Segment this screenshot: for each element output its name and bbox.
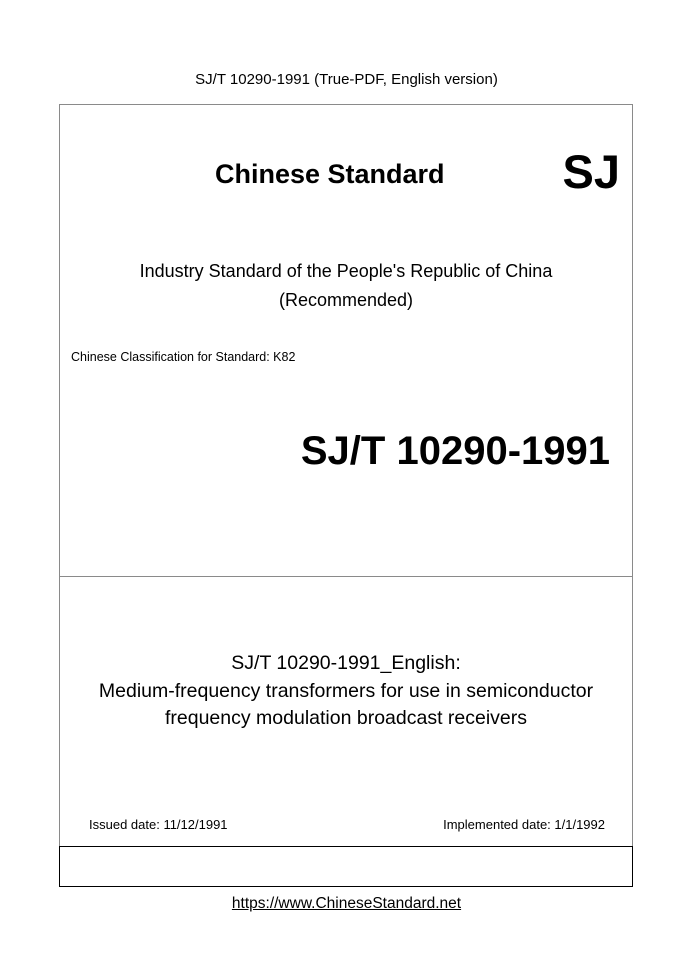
standard-number: SJ/T 10290-1991 [300,429,610,473]
standard-title: Chinese Standard [215,159,445,189]
website-link[interactable]: https://www.ChineseStandard.net [231,895,462,912]
industry-standard-line: Industry Standard of the People's Republic of China [139,261,553,281]
sj-logo: SJ [562,145,620,198]
cover-top-section [60,105,632,577]
page-header-title: SJ/T 10290-1991 (True-PDF, English version) [195,71,498,88]
cover-frame [59,104,633,887]
classification-text: Chinese Classification for Standard: K82 [71,350,296,364]
document-title-line-2: frequency modulation broadcast receivers [164,707,528,729]
issued-date: Issued date: 11/12/1991 [89,817,228,832]
document-title-line-1: Medium-frequency transformers for use in semiconductor [98,680,594,702]
implemented-date: Implemented date: 1/1/1992 [443,817,605,832]
bottom-empty-box [59,846,633,887]
document-code-line: SJ/T 10290-1991_English: [231,652,461,674]
footer [0,894,693,913]
document-title-section [60,577,632,846]
recommended-line: (Recommended) [278,290,414,310]
